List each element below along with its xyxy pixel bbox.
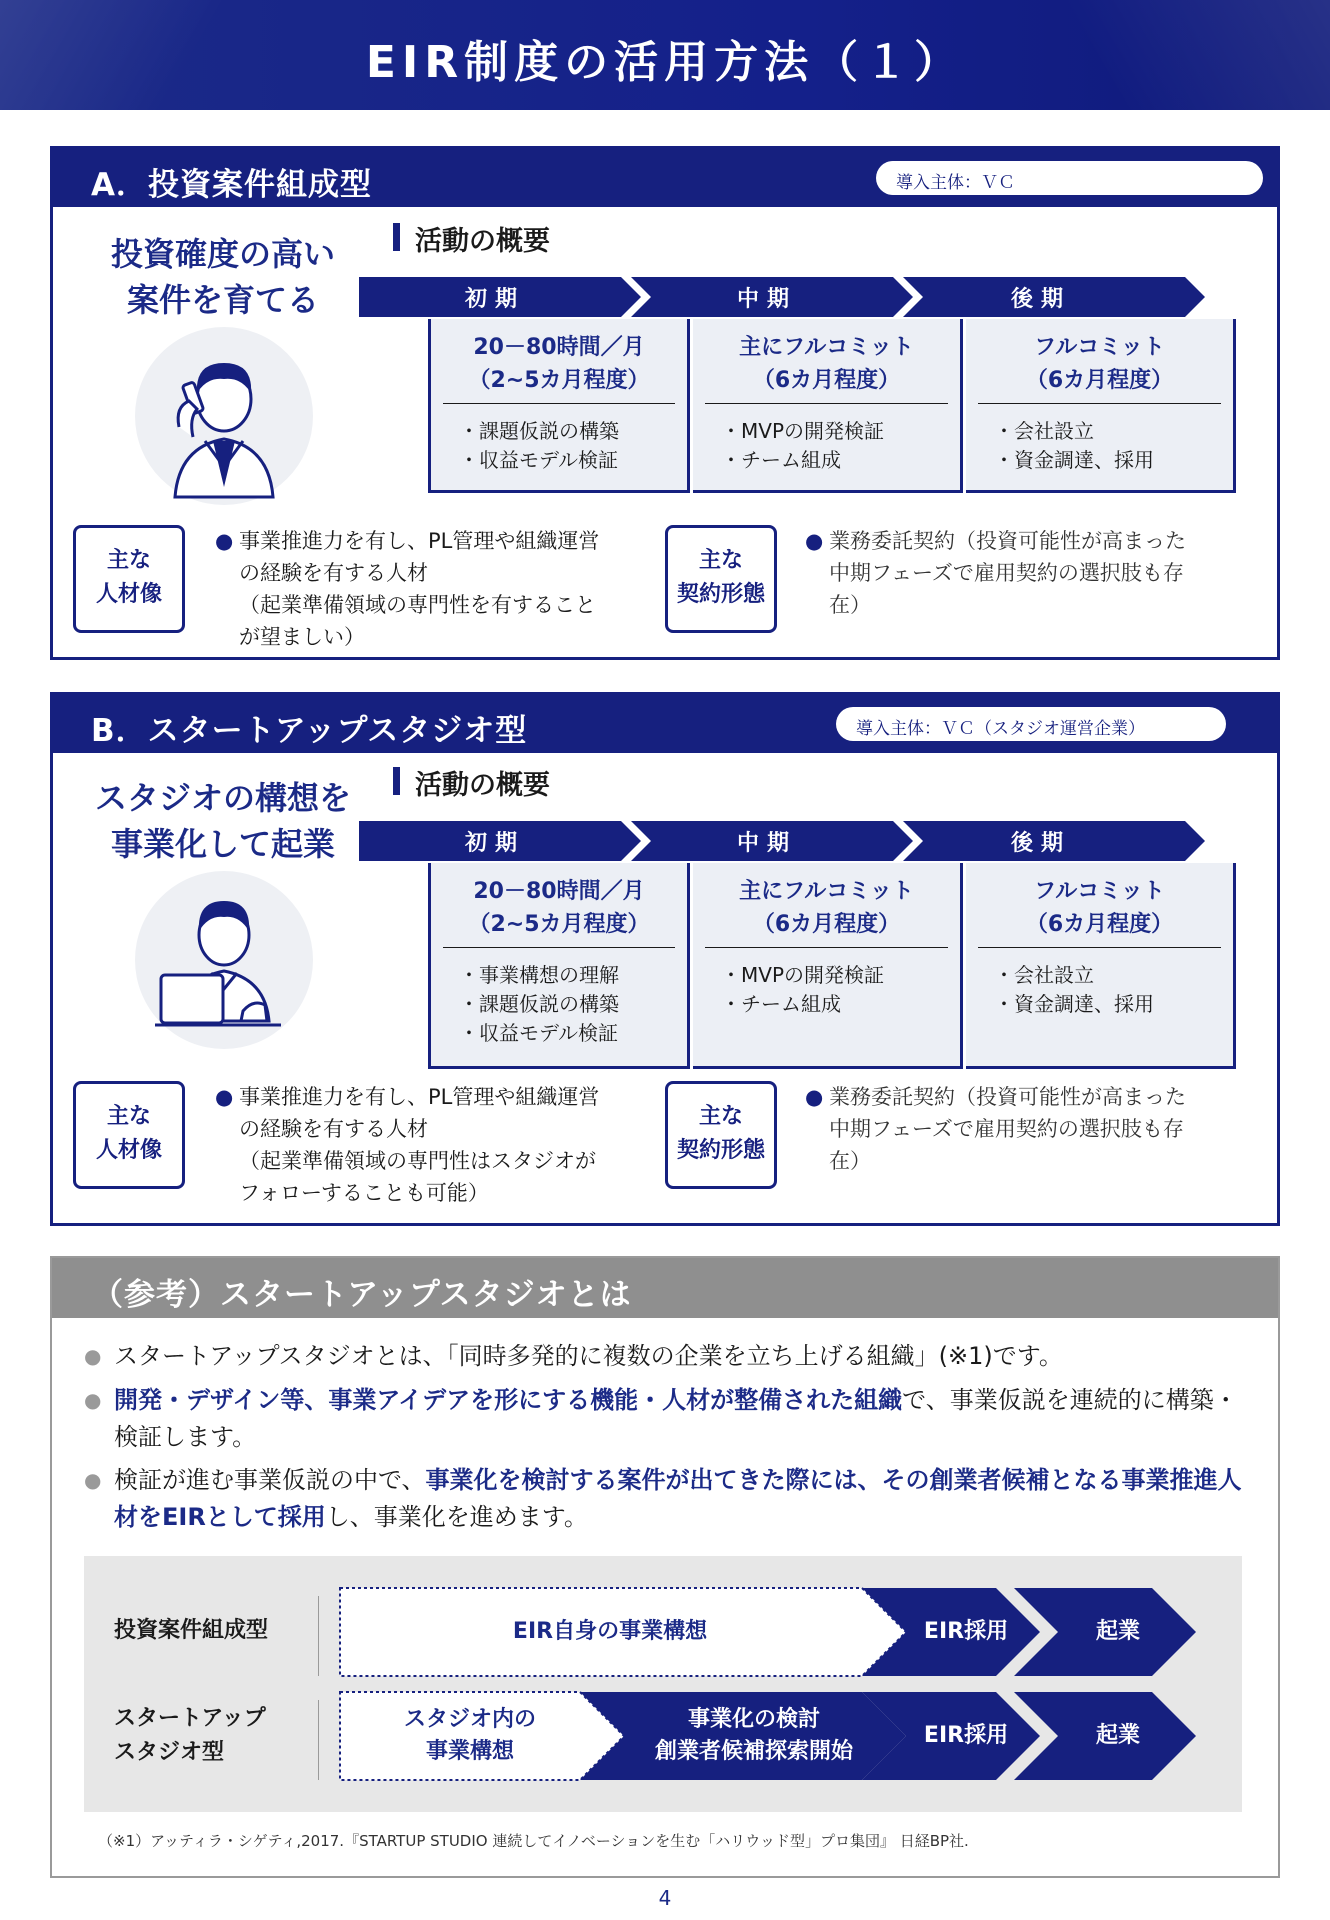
section-a-person-tag (73, 525, 185, 633)
bullet-dot: ● (84, 1468, 102, 1492)
person-phone-icon (135, 327, 313, 505)
phase-divider (978, 403, 1221, 404)
phase-time-late (966, 331, 1233, 397)
bullet-dot: ● (805, 1085, 824, 1109)
tag-line1: 主な (106, 1104, 151, 1129)
phase-items-middle (721, 417, 884, 475)
phase-label-middle: 中期 (736, 831, 797, 856)
section-a-header (53, 149, 1277, 207)
phase-time-middle (693, 875, 960, 941)
section-b-overview-heading: 活動の概要 (393, 763, 550, 802)
text-line: 在） (829, 1149, 871, 1173)
phase-divider (705, 403, 948, 404)
text-line: の経験を有する人材 (239, 561, 428, 585)
section-a-person-text (215, 525, 659, 653)
reference-text: で、事業仮説を連続的に構築・検証します。 (114, 1386, 1238, 1451)
phase-time-early-line1: 20－80時間／月 (473, 335, 645, 360)
reference-header (52, 1258, 1278, 1318)
phase-items-early (459, 961, 619, 1048)
list-item: ・ 収益モデル検証 (459, 446, 619, 475)
phase-items-middle (721, 961, 884, 1019)
text-line: 事業推進力を有し、PL管理や組織運営 (239, 529, 600, 553)
phase-box-early (428, 319, 690, 493)
phase-divider (705, 947, 948, 948)
phase-divider (443, 403, 675, 404)
text-line: 在） (829, 593, 871, 617)
list-item: ・ 資金調達、採用 (994, 990, 1154, 1019)
phase-time-early-line2: （2~5カ月程度） (468, 912, 650, 937)
list-item: ・ 会社設立 (994, 961, 1154, 990)
text-line: 中期フェーズで雇用契約の選択肢も存 (829, 561, 1184, 585)
tag-line2: 人材像 (95, 1138, 162, 1163)
section-b-lead (53, 775, 393, 867)
bullet-dot: ● (215, 1085, 234, 1109)
phase-time-late-line1: フルコミット (1034, 335, 1165, 360)
phase-time-middle-line1: 主にフルコミット (739, 879, 914, 904)
section-b-header (53, 695, 1277, 753)
tag-line2: 契約形態 (676, 582, 765, 607)
footnote: （※1）アッティラ・シゲティ,2017.『STARTUP STUDIO 連続してイノベーションを生む「ハリウッド型」プロ集団』 日経BP社. (98, 1832, 969, 1850)
section-b-person-text (215, 1081, 659, 1209)
section-b-heading: B．スタートアップスタジオ型 (91, 713, 528, 749)
phase-time-late (966, 875, 1233, 941)
phase-time-middle-line1: 主にフルコミット (739, 335, 914, 360)
section-a-contract-tag (665, 525, 777, 633)
flow-row2-step4-label: 起業 (1095, 1723, 1140, 1748)
flow-arrows (84, 1556, 1242, 1812)
flow-row2-label-line2: スタジオ型 (114, 1740, 225, 1765)
phase-box-late (966, 863, 1236, 1069)
person-laptop-icon (135, 871, 313, 1049)
phase-label-late: 後期 (1010, 831, 1071, 856)
reference-highlight: 開発・デザイン等、事業アイデアを形にする機能・人材が整備された組織 (114, 1386, 903, 1414)
list-item: ・ MVPの開発検証 (721, 961, 884, 990)
reference-text: し、事業化を進めます。 (325, 1503, 588, 1531)
flow-text-line: 創業者候補探索開始 (654, 1739, 853, 1764)
tag-line1: 主な (698, 1104, 743, 1129)
phase-box-early (428, 863, 690, 1069)
section-a-heading: A．投資案件組成型 (91, 167, 372, 203)
flow-row1-step1-label: EIR自身の事業構想 (512, 1619, 708, 1644)
reference-bullet-1 (84, 1338, 1252, 1375)
tag-line2: 契約形態 (676, 1138, 765, 1163)
phase-label-early: 初期 (464, 287, 525, 312)
phase-box-late (966, 319, 1236, 493)
section-b-contract-tag (665, 1081, 777, 1189)
page-title: EIR制度の活用方法（１） (365, 37, 965, 88)
phase-time-late-line2: （6カ月程度） (1025, 368, 1174, 393)
section-a (50, 146, 1280, 660)
phase-items-early (459, 417, 619, 475)
list-item: ・ MVPの開発検証 (721, 417, 884, 446)
text-line: が望ましい） (239, 625, 365, 649)
section-a-owner-badge: 導入主体：ＶＣ (876, 161, 1263, 195)
reference-bullet-3 (84, 1462, 1252, 1536)
section-a-lead-line1: 投資確度の高い (110, 235, 335, 273)
phase-time-early-line2: （2~5カ月程度） (468, 368, 650, 393)
flow-row1-step2-label: EIR採用 (923, 1619, 1009, 1644)
flow-row1-label: 投資案件組成型 (114, 1618, 269, 1643)
bullet-dot: ● (84, 1388, 102, 1412)
page-number: 4 (658, 1886, 672, 1910)
list-item: ・ チーム組成 (721, 446, 884, 475)
section-a-overview-heading: 活動の概要 (393, 219, 550, 258)
section-b-owner-badge: 導入主体：ＶＣ（スタジオ運営企業） (836, 707, 1226, 741)
phase-time-middle (693, 331, 960, 397)
list-item: ・ 課題仮説の構築 (459, 990, 619, 1019)
reference-text: 検証が進む事業仮説の中で、 (114, 1466, 426, 1494)
list-item: ・ チーム組成 (721, 990, 884, 1019)
flow-text-line: 事業化の検討 (687, 1707, 820, 1732)
section-b-contract-text (805, 1081, 1249, 1177)
text-line: （起業準備領域の専門性を有すること (239, 593, 596, 617)
reference-text: スタートアップスタジオとは、「同時多発的に複数の企業を立ち上げる組織」(※1)です。 (114, 1342, 1063, 1370)
list-item: ・ 資金調達、採用 (994, 446, 1154, 475)
text-line: 中期フェーズで雇用契約の選択肢も存 (829, 1117, 1184, 1141)
phase-time-early-line1: 20－80時間／月 (473, 879, 645, 904)
phase-items-late (994, 961, 1154, 1019)
phase-label-early: 初期 (464, 831, 525, 856)
text-line: 業務委託契約（投資可能性が高まった (829, 529, 1186, 553)
reference-highlight: 事業化を検討する案件が出てきた際には、その創業者候補となる事業推進人材をEIRとして採用 (114, 1466, 1242, 1531)
bullet-dot: ● (805, 529, 824, 553)
bullet-dot: ● (215, 529, 234, 553)
tag-line1: 主な (106, 548, 151, 573)
eir-flow-diagram (84, 1556, 1242, 1812)
flow-row2-step1-label (340, 1704, 600, 1768)
phase-time-middle-line2: （6カ月程度） (752, 912, 901, 937)
phase-time-early (431, 875, 687, 941)
section-b-person-tag (73, 1081, 185, 1189)
person-phone-avatar (135, 327, 313, 505)
phase-time-middle-line2: （6カ月程度） (752, 368, 901, 393)
flow-text-line: 事業構想 (425, 1739, 514, 1764)
phase-time-late-line2: （6カ月程度） (1025, 912, 1174, 937)
phase-label-late: 後期 (1010, 287, 1071, 312)
flow-row1-step3-label: 起業 (1095, 1619, 1140, 1644)
person-laptop-avatar (135, 871, 313, 1049)
section-b-lead-line1: スタジオの構想を (94, 779, 351, 817)
list-item: ・ 会社設立 (994, 417, 1154, 446)
bullet-dot: ● (84, 1344, 102, 1368)
flow-row2-step2-label (624, 1704, 884, 1768)
tag-line2: 人材像 (95, 582, 162, 607)
flow-row2-label-line1: スタートアップ (114, 1706, 266, 1731)
text-line: 業務委託契約（投資可能性が高まった (829, 1085, 1186, 1109)
flow-text-line: スタジオ内の (403, 1707, 536, 1732)
phase-time-early (431, 331, 687, 397)
reference-bullet-2 (84, 1382, 1252, 1456)
flow-row2-step3-label: EIR採用 (923, 1723, 1009, 1748)
section-a-contract-text (805, 525, 1249, 621)
phase-divider (443, 947, 675, 948)
section-a-lead (53, 231, 393, 323)
reference-heading: （参考）スタートアップスタジオとは (92, 1277, 632, 1313)
list-item: ・ 収益モデル検証 (459, 1019, 619, 1048)
list-item: ・ 事業構想の理解 (459, 961, 619, 990)
text-line: フォローすることも可能） (239, 1181, 489, 1205)
phase-box-middle (693, 319, 963, 493)
phase-label-middle: 中期 (736, 287, 797, 312)
text-line: （起業準備領域の専門性はスタジオが (239, 1149, 596, 1173)
tag-line1: 主な (698, 548, 743, 573)
phase-items-late (994, 417, 1154, 475)
phase-time-late-line1: フルコミット (1034, 879, 1165, 904)
section-b-lead-line2: 事業化して起業 (110, 825, 335, 863)
phase-divider (978, 947, 1221, 948)
section-b (50, 692, 1280, 1226)
text-line: 事業推進力を有し、PL管理や組織運営 (239, 1085, 600, 1109)
text-line: の経験を有する人材 (239, 1117, 428, 1141)
title-bar (0, 0, 1330, 110)
list-item: ・ 課題仮説の構築 (459, 417, 619, 446)
phase-box-middle (693, 863, 963, 1069)
section-a-lead-line2: 案件を育てる (126, 281, 319, 319)
